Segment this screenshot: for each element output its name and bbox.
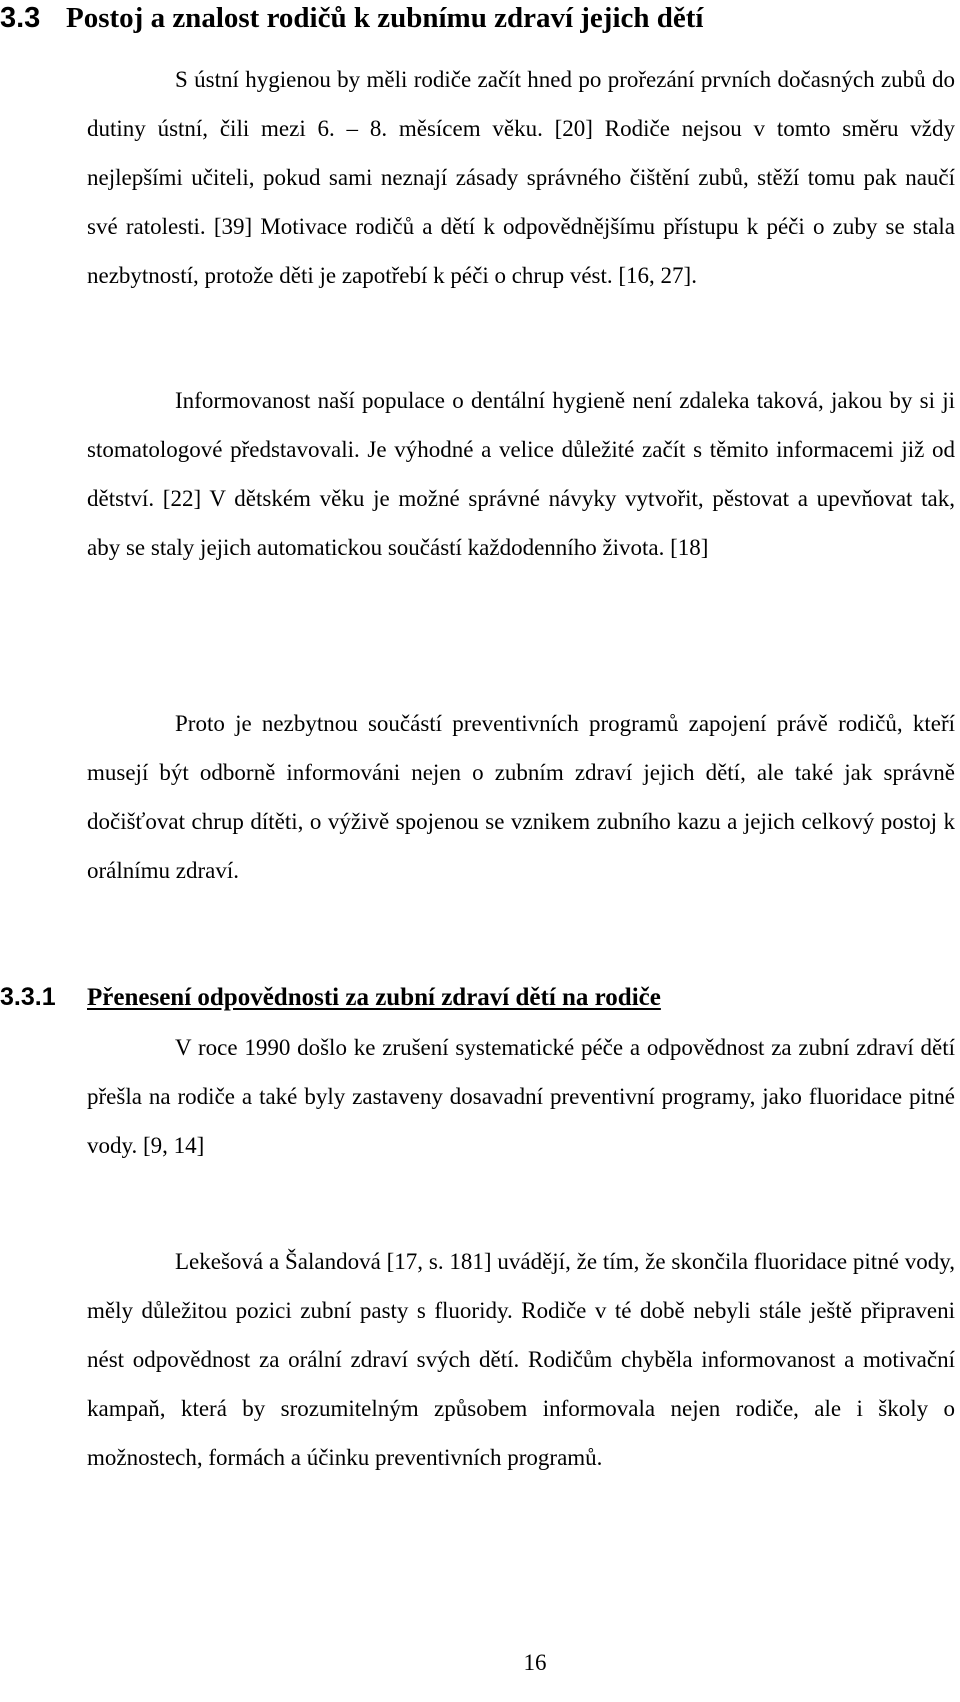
subsection-title: Přenesení odpovědnosti za zubní zdraví dětí na rodiče — [87, 984, 661, 1011]
paragraph: S ústní hygienou by měli rodiče začít hned po prořezání prvních dočasných zubů do dutiny ústní, čili mezi 6. – 8. měsícem věku. [20] Rodiče nejsou v tomto směru vždy nejlepšími učiteli, pokud sami neznají zásady správného čištění zubů, stěží tomu pak naučí své ratolesti. [39] Motivace rodičů a dětí k odpovědnějšímu přístupu k péči o zuby se stala nezbytností, protože děti je zapotřebí k péči o chrup vést. [16, 27]. — [87, 67, 955, 288]
subsection-heading — [0, 982, 661, 1013]
paragraph: V roce 1990 došlo ke zrušení systematické péče a odpovědnost za zubní zdraví dětí přešla na rodiče a také byly zastaveny dosavadní preventivní programy, jako fluoridace pitné vody. [9, 14] — [87, 1035, 955, 1158]
paragraph: Proto je nezbytnou součástí preventivních programů zapojení právě rodičů, kteří musejí být odborně informováni nejen o zubním zdraví jejich dětí, ale také jak správně dočišťovat chrup dítěti, o výživě spojenou se vznikem zubního kazu a jejich celkový postoj k orálnímu zdraví. — [87, 711, 955, 883]
subsection-number: 3.3.1 — [0, 983, 56, 1011]
section-number: 3.3 — [0, 2, 41, 34]
paragraph: Informovanost naší populace o dentální hygieně není zdaleka taková, jakou by si ji stomatologové představovali. Je výhodné a velice důležité začít s těmito informacemi již od dětství. [22] V dětském věku je možné správné návyky vytvořit, pěstovat a upevňovat tak, aby se staly jejich automatickou součástí každodenního života. [18] — [87, 388, 955, 560]
section-title: Postoj a znalost rodičů k zubnímu zdraví jejich dětí — [66, 2, 704, 34]
section-heading — [0, 1, 703, 35]
paragraph: Lekešová a Šalandová [17, s. 181] uvádějí, že tím, že skončila fluoridace pitné vody, měly důležitou pozici zubní pasty s fluoridy. Rodiče v té době nebyli stále ještě připraveni nést odpovědnost za orální zdraví svých dětí. Rodičům chyběla informovanost a motivační kampaň, která by srozumitelným způsobem informovala nejen rodiče, ale i školy o možnostech, formách a účinku preventivních programů. — [87, 1249, 955, 1470]
page-number: 16 — [523, 1650, 547, 1675]
